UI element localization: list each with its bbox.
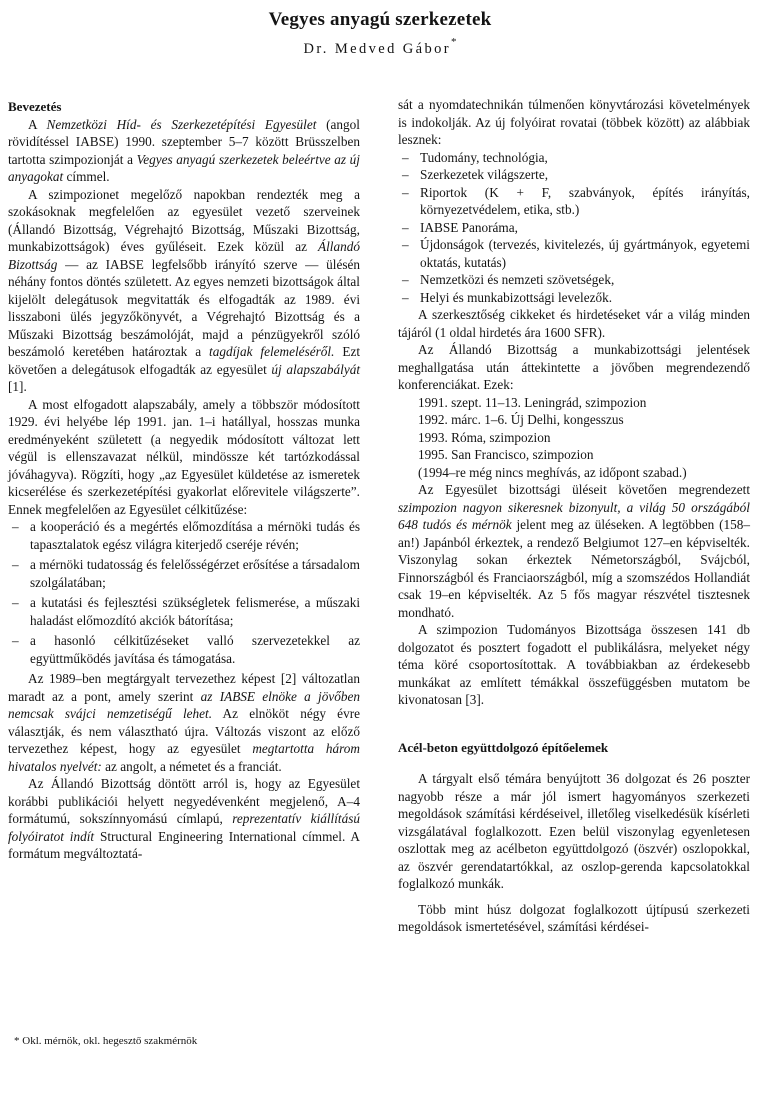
paragraph	[8, 186, 360, 396]
list-item: – a kutatási és fejlesztési szükségletek felismerése, a műszaki haladást előmozdító akciók bátorítása;	[8, 594, 360, 629]
italic-run: új alapszabályát	[271, 361, 361, 377]
text-run: az angolt, a németet és a franciát.	[101, 758, 282, 774]
italic-run: reprezentatív kiállítású folyóiratot indít	[8, 811, 361, 844]
list-item: – a hasonló célkitűzéseket valló szervezetekkel az együttműködés javítása és támogatása.	[8, 632, 360, 667]
right-column	[398, 96, 750, 936]
list-item: 1995. San Francisco, szimpozion	[418, 447, 594, 462]
paragraph: Több mint húsz dolgozat foglalkozott újtípusú szerkezeti megoldások ismertetésével, számítási kérdései-	[398, 901, 750, 934]
list-item: – IABSE Panoráma,	[398, 219, 750, 237]
list-item: – a kooperáció és a megértés előmozdítása a mérnöki tudás és tapasztalatok egész világra kiterjedő cseréje révén;	[8, 518, 360, 553]
italic-run: Vegyes anyagú szerkezetek beleértve az új anyagokat	[8, 151, 360, 184]
italic-run: megtartotta három hivatalos nyelvét:	[8, 741, 360, 774]
paragraph	[8, 116, 360, 186]
section-heading-steel-concrete: Acél-beton együttdolgozó építőelemek	[398, 739, 609, 755]
list-item: – Nemzetközi és nemzeti szövetségek,	[398, 271, 750, 289]
footnote: * Okl. mérnök, okl. hegesztő szakmérnök	[14, 1035, 198, 1047]
paragraph: A tárgyalt első témára benyújtott 36 dolgozat és 26 poszter nagyobb része a már jól ismert hagyományos szerkezeti megoldások számítási kérdéseivel, illetőleg viselkedésük kísérleti vizsgálatával foglalkozott. Ezen belül viszonylag egyenletesen oszlottak meg az acélbeton együttdolgozó (öszvér) oszlopokkal, az öszvér gerendatartókkal, az oszlop-gerenda kapcsolatokkal foglalkozó munkák.	[398, 771, 750, 891]
article-title: Vegyes anyagú szerkezetek	[268, 9, 492, 30]
paragraph: Az Állandó Bizottság a munkabizottsági jelentések meghallgatása után áttekintette a jövőben megrendezendő konferenciákat. Ezek:	[398, 342, 750, 392]
author-line	[0, 38, 760, 58]
list-item: – Helyi és munkabizottsági levelezők.	[398, 289, 750, 307]
paragraph: A szimpozion Tudományos Bizottsága összesen 141 db dolgozatot és posztert fogadott el publikálásra, melyeket négy téma köré csoportosítottak. A továbbiakban az érdekesebb munkákat az említett témákkal összefüggésben mutatom be kivonatosan [3].	[398, 622, 750, 707]
list-item: – a mérnöki tudatosság és felelősségérzet erősítése a társadalom szolgálatában;	[8, 556, 360, 591]
list-item: – Újdonságok (tervezés, kivitelezés, új gyártmányok, egyetemi oktatás, kutatás)	[398, 236, 750, 271]
text-run: Az elnököt négy évre választják, és nem választható újra. Változás viszont az előző tervezethez képest, hogy az egyesület	[8, 706, 360, 756]
list-item: – Tudomány, technológia,	[398, 149, 750, 167]
text-run: — az IABSE legfelsőbb irányító szerve — ülésén néhány fontos döntés született. Az egyes nemzeti bizottságok által kijelölt delegátusok megvitatták és elfogadták az 1989. évi lisszaboni ülés jegyzőkönyvét, a Végrehajtó Bizottság és a Műszaki Bizottság beszámolóját, majd a pénzügyekről szóló beszámoló keretében határoztak a	[8, 256, 360, 359]
italic-run: Állandó Bizottság	[8, 239, 360, 272]
list-item: – Riportok (K + F, szabványok, építés irányítás, környezetvédelem, etika, stb.)	[398, 184, 750, 219]
paragraph	[8, 670, 360, 775]
list-item: 1993. Róma, szimpozion	[418, 429, 551, 445]
journal-sections-list	[398, 149, 750, 307]
goals-list	[8, 518, 360, 667]
list-item: 1991. szept. 11–13. Leningrád, szimpozion	[418, 394, 647, 410]
paragraph	[8, 775, 360, 863]
section-heading-introduction: Bevezetés	[8, 99, 62, 114]
text-run: Structural Engineering International címmel. A formátum megváltoztatá-	[8, 828, 360, 861]
text-run: címmel.	[63, 169, 110, 184]
text-run: jelent meg az üléseken. A legtöbben (158–an!) Japánból érkeztek, a rendező Belgiumot 127–en képviselték. Viszonylag sokan érkeztek Németországból, Svájcból, Finnországból és Franciaországból, míg a szomszédos Hollandiát csak 19–en képviselték. Az 5 fős magyar részvétel tisztesnek mondható.	[398, 517, 750, 620]
text-run: A	[28, 116, 47, 132]
list-item: – Szerkezetek világszerte,	[398, 166, 750, 184]
text-run: A szimpozionet megelőző napokban rendezték meg a szokásoknak megfelelően az egyesület vezető szerveinek (Állandó Bizottság, Végrehajtó Bizottság, Műszaki Bizottság, munkabizottságok) éves gyűléseit. Ezek közül az	[8, 186, 360, 254]
text-run: Ezt követően a delegátusok elfogadták az egyesület	[8, 344, 361, 377]
conference-list	[398, 394, 750, 482]
author-footnote-mark: *	[451, 36, 457, 48]
text-run: [1].	[8, 379, 27, 394]
paragraph: A most elfogadott alapszabály, amely a többször módosított 1929. évi helyébe lép 1991. jan. 1–i hatállyal, hosszas munka eredményeként született (a negyedik módosított változat lett végül is ellenszavazat nélkül, mindössze két tartózkodással jóváhagyva). Rögzíti, hogy „az Egyesület küldetése az ismeretek kicserélése és szerkezetépítési gyakorlat előrevitele világszerte”. Ennek megfelelően az Egyesület célkitűzése:	[8, 396, 360, 517]
italic-run: szimpozion nagyon sikeresnek bizonyult, a világ 50 országából 648 tudós és mérnök	[398, 499, 750, 532]
italic-run: Nemzetközi Híd- és Szerkezetépítési Egyesület	[46, 116, 317, 132]
text-run: (angol rövidítéssel IABSE) 1990. szeptember 5–7 között Brüsszelben tartotta szimpozionját a	[8, 116, 360, 167]
italic-run: az IABSE elnöke a jövőben nemcsak svájci nemzetiségű lehet.	[8, 688, 360, 721]
paragraph: sát a nyomdatechnikán túlmenően könyvtározási követelmények is indokolják. Az új folyóirat rovatai (többek között) az alábbiak lesznek:	[398, 97, 750, 147]
section-spacer	[398, 709, 750, 739]
list-item: (1994–re még nincs meghívás, az időpont szabad.)	[418, 464, 687, 480]
text-run: Az 1989–ben megtárgyalt tervezethez képest [2] változatlan maradt az a pont, amely szerint	[8, 671, 360, 704]
italic-run: tagdíjak felemeléséről.	[209, 344, 335, 359]
text-run: Az Állandó Bizottság döntött arról is, hogy az Egyesület korábbi publikációi helyett negyedévenként megjelenő, A–4 formátumú, sokszínnyomású címlapú,	[8, 776, 360, 826]
list-item: 1992. márc. 1–6. Új Delhi, kongesszus	[418, 412, 624, 427]
left-column	[8, 98, 360, 863]
paragraph: A szerkesztőség cikkeket és hirdetéseket vár a világ minden tájáról (1 oldal hirdetés ára 1600 SFR).	[398, 307, 750, 340]
author-name: Dr. Medved Gábor	[303, 40, 452, 57]
paragraph	[398, 481, 750, 621]
text-run: Az Egyesület bizottsági üléseit követően megrendezett	[418, 482, 750, 497]
